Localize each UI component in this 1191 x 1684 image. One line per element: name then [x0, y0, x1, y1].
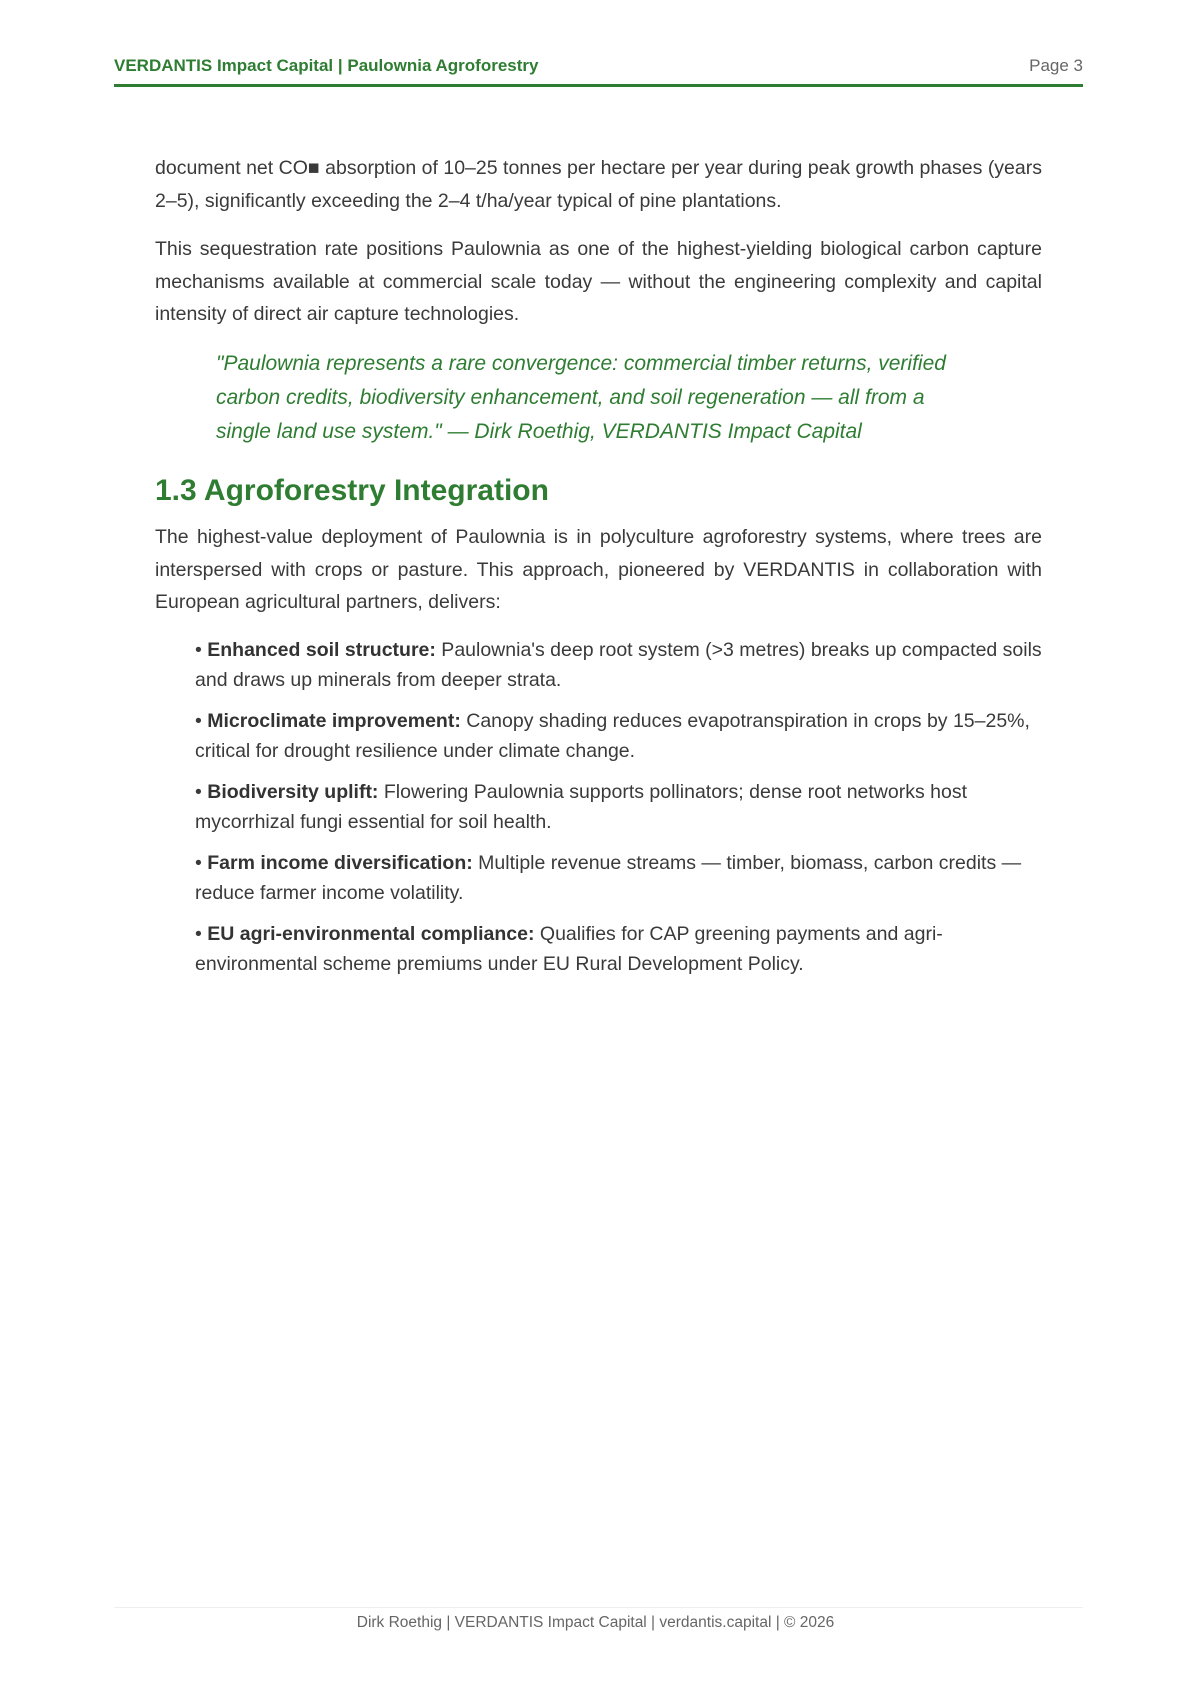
bullet-term: Biodiversity uplift: [207, 780, 379, 803]
paragraph: This sequestration rate positions Paulownia as one of the highest-yielding biological carbon capture mechanisms available at commercial scale today — without the engineering complexity and capital intensity of direct air capture technologies. [155, 238, 1042, 325]
list-item: • Enhanced soil structure: Paulownia's deep root system (>3 metres) breaks up compacted soils and draws up minerals from deeper strata. [195, 638, 1042, 691]
list-item: • EU agri-environmental compliance: Qualifies for CAP greening payments and agri-environmental scheme premiums under EU Rural Development Policy. [195, 922, 943, 975]
header-title: VERDANTIS Impact Capital | Paulownia Agroforestry [114, 56, 539, 75]
bullet-text: Canopy shading reduces evapotranspiration in crops by 15–25%, critical for drought resilience under climate change. [195, 709, 1030, 762]
list-item: • Biodiversity uplift: Flowering Paulownia supports pollinators; dense root networks host mycorrhizal fungi essential for soil health. [195, 780, 967, 833]
paragraph: document net CO■ absorption of 10–25 tonnes per hectare per year during peak growth phases (years 2–5), significantly exceeding the 2–4 t/ha/year typical of pine plantations. [155, 157, 1042, 212]
section-heading: 1.3 Agroforestry Integration [155, 473, 549, 507]
bullet-text: Flowering Paulownia supports pollinators; dense root networks host mycorrhizal fungi essential for soil health. [195, 780, 967, 833]
bullet-term: Farm income diversification: [207, 851, 473, 874]
header-divider [114, 84, 1083, 87]
page-number: Page 3 [1029, 56, 1083, 75]
bullet-term: Microclimate improvement: [207, 709, 461, 732]
bullet-text: Multiple revenue streams — timber, biomass, carbon credits — reduce farmer income volatility. [195, 851, 1022, 904]
bullet-term: EU agri-environmental compliance: [207, 922, 535, 945]
footer-divider [114, 1607, 1083, 1608]
pull-quote: "Paulownia represents a rare convergence: commercial timber returns, verified carbon credits, biodiversity enhancement, and soil regeneration — all from a single land use system." — Dirk Roethig, VERDANTIS Impact Capital [216, 351, 946, 443]
list-item: • Farm income diversification: Multiple revenue streams — timber, biomass, carbon credits — reduce farmer income volatility. [195, 851, 1022, 904]
bullet-text: Qualifies for CAP greening payments and agri-environmental scheme premiums under EU Rural Development Policy. [195, 922, 943, 975]
bullet-text: Paulownia's deep root system (>3 metres) breaks up compacted soils and draws up minerals from deeper strata. [195, 638, 1042, 691]
page-footer: Dirk Roethig | VERDANTIS Impact Capital | verdantis.capital | © 2026 [356, 1614, 835, 1631]
page-header [114, 56, 1083, 76]
section-intro: The highest-value deployment of Paulownia is in polyculture agroforestry systems, where trees are interspersed with crops or pasture. This approach, pioneered by VERDANTIS in collaboration with European agricultural partners, delivers: [155, 526, 1042, 613]
list-item: • Microclimate improvement: Canopy shading reduces evapotranspiration in crops by 15–25%, critical for drought resilience under climate change. [195, 709, 1030, 762]
bullet-term: Enhanced soil structure: [207, 638, 436, 661]
bullet-list [195, 635, 1042, 980]
page-content [155, 152, 1042, 990]
